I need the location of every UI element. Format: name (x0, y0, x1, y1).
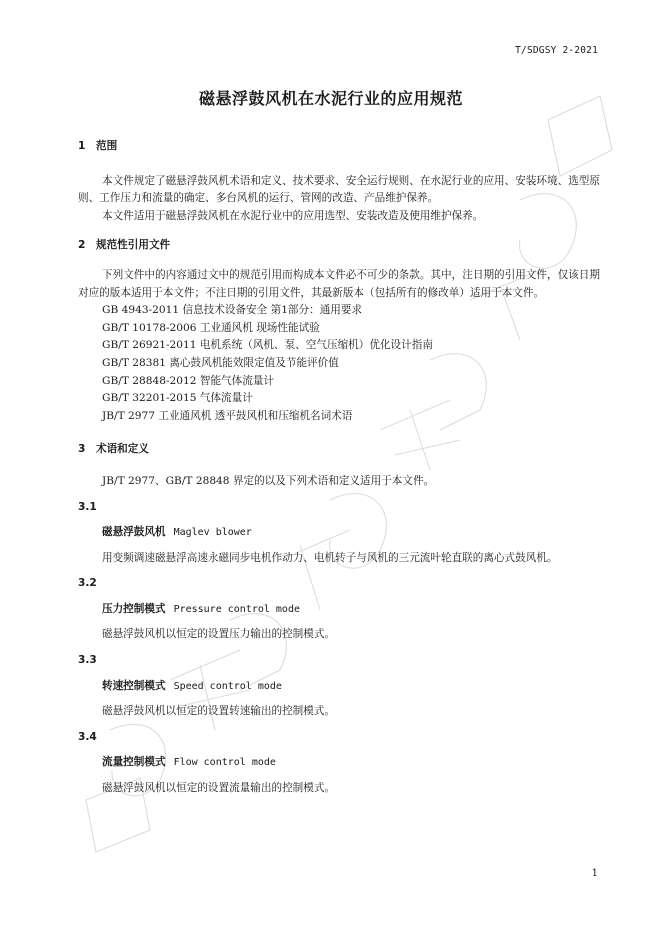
term-en: Maglev blower (173, 527, 252, 539)
term-number: 3.3 (78, 654, 97, 667)
term-definition: 磁悬浮鼓风机以恒定的设置流量输出的控制模式。 (102, 782, 336, 795)
term-number: 3.1 (78, 500, 97, 513)
scope-paragraph-1: 本文件规定了磁悬浮鼓风机术语和定义、技术要求、安全运行规则、在水泥行业的应用、安装环境、选型原则、工作压力和流量的确定、多台风机的运行、管网的改造、产品维护保养。 (78, 174, 600, 205)
term-zh: 磁悬浮鼓风机 (102, 526, 166, 539)
term-zh: 转速控制模式 (102, 679, 166, 692)
reference-item: GB/T 32201-2015 气体流量计 (102, 392, 253, 405)
term-zh: 压力控制模式 (102, 602, 166, 615)
term-name (78, 678, 600, 696)
reference-item: GB 4943-2011 信息技术设备安全 第1部分：通用要求 (102, 304, 363, 317)
term-name (78, 754, 600, 772)
section-title: 术语和定义 (96, 443, 149, 456)
standard-code: T/SDGSY 2-2021 (515, 45, 598, 56)
term-definition: 用变频调速磁悬浮高速永磁同步电机作动力、电机转子与风机的三元流叶轮直联的离心式鼓风机。 (102, 551, 558, 564)
document-title: 磁悬浮鼓风机在水泥行业的应用规范 (198, 89, 463, 108)
reference-item: GB/T 26921-2011 电机系统（风机、泵、空气压缩机）优化设计指南 (102, 339, 433, 352)
reference-item: GB/T 28381 离心鼓风机能效限定值及节能评价值 (102, 356, 339, 369)
section-3-heading (78, 441, 600, 459)
term-zh: 流量控制模式 (102, 756, 166, 769)
section-title: 规范性引用文件 (96, 239, 171, 252)
document-body (78, 138, 600, 798)
term-name (78, 524, 600, 542)
section-2-heading (78, 237, 600, 255)
term-number: 3.2 (78, 577, 97, 590)
reference-item: GB/T 28848-2012 智能气体流量计 (102, 374, 275, 387)
reference-list (78, 302, 600, 425)
section-title: 范围 (96, 140, 118, 152)
page-number: 1 (591, 868, 598, 879)
term-number: 3.4 (78, 730, 97, 743)
section-number: 3 (78, 443, 86, 456)
term-en: Speed control mode (173, 680, 282, 692)
references-intro: 下列文件中的内容通过文中的规范引用而构成本文件必不可少的条款。其中，注日期的引用文件，仅该日期对应的版本适用于本文件；不注日期的引用文件，其最新版本（包括所有的修改单）适用于本文件。 (78, 268, 600, 299)
term-en: Pressure control mode (173, 603, 300, 615)
section-number: 2 (78, 239, 86, 252)
term-definition: 磁悬浮鼓风机以恒定的设置转速输出的控制模式。 (102, 705, 336, 718)
term-en: Flow control mode (173, 757, 276, 769)
section-1-heading (78, 138, 600, 156)
term-name (78, 601, 600, 619)
reference-item: JB/T 2977 工业通风机 透平鼓风机和压缩机名词术语 (102, 409, 353, 422)
section-number: 1 (78, 140, 86, 152)
terms-intro: JB/T 2977、GB/T 28848 界定的以及下列术语和定义适用于本文件。 (102, 474, 435, 487)
reference-item: GB/T 10178-2006 工业通风机 现场性能试验 (102, 321, 320, 334)
term-definition: 磁悬浮鼓风机以恒定的设置压力输出的控制模式。 (102, 628, 336, 641)
scope-paragraph-2: 本文件适用于磁悬浮鼓风机在水泥行业中的应用选型、安装改造及使用维护保养。 (102, 209, 484, 222)
